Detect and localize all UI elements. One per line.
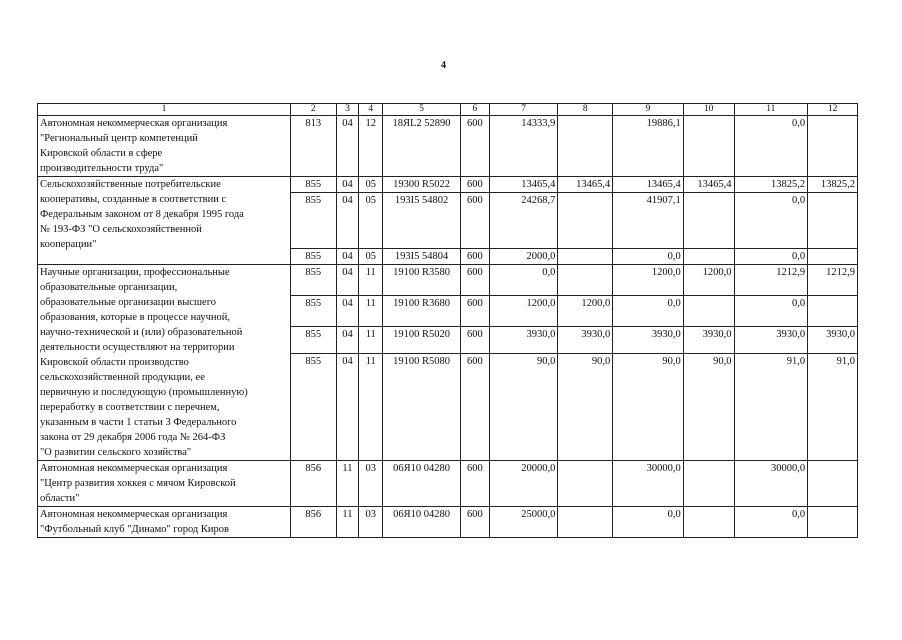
cell-col-3: 04 <box>336 249 359 265</box>
cell-col-12 <box>808 507 858 538</box>
cell-col-7: 24268,7 <box>489 193 557 249</box>
cell-col-5: 193I5 54804 <box>383 249 461 265</box>
cell-col-6: 600 <box>460 177 489 193</box>
column-header: 10 <box>683 104 734 116</box>
cell-col-3: 11 <box>336 461 359 507</box>
cell-col-11: 0,0 <box>734 296 808 327</box>
cell-col-10 <box>683 116 734 177</box>
cell-col-8: 3930,0 <box>558 327 613 354</box>
recipient-name-cell <box>38 507 291 538</box>
cell-col-12 <box>808 116 858 177</box>
table-row <box>38 461 858 507</box>
cell-col-11: 1212,9 <box>734 265 808 296</box>
cell-col-8 <box>558 507 613 538</box>
cell-col-12: 13825,2 <box>808 177 858 193</box>
cell-col-3: 04 <box>336 296 359 327</box>
cell-col-2: 855 <box>290 177 336 193</box>
cell-col-5: 19300 R5022 <box>383 177 461 193</box>
cell-col-12 <box>808 249 858 265</box>
cell-col-8: 1200,0 <box>558 296 613 327</box>
cell-col-7: 1200,0 <box>489 296 557 327</box>
cell-col-9: 90,0 <box>613 354 683 461</box>
recipient-name-line: Автономная некоммерческая организация <box>40 118 228 129</box>
recipient-name-line: Автономная некоммерческая организация <box>40 509 228 520</box>
cell-col-7: 2000,0 <box>489 249 557 265</box>
cell-col-9: 41907,1 <box>613 193 683 249</box>
recipient-name-cell <box>38 116 291 177</box>
cell-col-8: 13465,4 <box>558 177 613 193</box>
cell-col-3: 11 <box>336 507 359 538</box>
recipient-name-line: сельскохозяйственной продукции, ее <box>40 372 205 383</box>
column-header: 2 <box>290 104 336 116</box>
cell-col-8 <box>558 461 613 507</box>
cell-col-10: 13465,4 <box>683 177 734 193</box>
column-header: 7 <box>489 104 557 116</box>
recipient-name-line: Автономная некоммерческая организация <box>40 463 228 474</box>
recipient-name-line: первичную и последующую (промышленную) <box>40 387 248 398</box>
cell-col-4: 03 <box>359 507 383 538</box>
cell-col-9: 30000,0 <box>613 461 683 507</box>
cell-col-11: 30000,0 <box>734 461 808 507</box>
recipient-name-line: образования, которые в процессе научной, <box>40 312 230 323</box>
table-row <box>38 265 858 296</box>
page-number: 4 <box>441 60 446 71</box>
recipient-name-line: переработку в соответствии с перечнем, <box>40 402 220 413</box>
cell-col-11: 13825,2 <box>734 177 808 193</box>
recipient-name-line: Научные организации, профессиональные <box>40 267 230 278</box>
cell-col-7: 90,0 <box>489 354 557 461</box>
recipient-name-line: образовательные организации, <box>40 282 178 293</box>
cell-col-6: 600 <box>460 327 489 354</box>
cell-col-8: 90,0 <box>558 354 613 461</box>
cell-col-5: 18ЯL2 52890 <box>383 116 461 177</box>
recipient-name-line: "Региональный центр компетенций <box>40 133 198 144</box>
cell-col-3: 04 <box>336 177 359 193</box>
cell-col-10 <box>683 461 734 507</box>
recipient-name-line: закона от 29 декабря 2006 года № 264-ФЗ <box>40 432 226 443</box>
budget-table <box>37 103 858 538</box>
cell-col-2: 855 <box>290 296 336 327</box>
table-row <box>38 177 858 193</box>
cell-col-4: 11 <box>359 265 383 296</box>
cell-col-11: 0,0 <box>734 193 808 249</box>
cell-col-10 <box>683 193 734 249</box>
recipient-name-line: кооперации" <box>40 239 97 250</box>
cell-col-5: 19100 R5020 <box>383 327 461 354</box>
cell-col-3: 04 <box>336 354 359 461</box>
cell-col-2: 855 <box>290 354 336 461</box>
cell-col-8 <box>558 249 613 265</box>
recipient-name-line: Кировской области в сфере <box>40 148 163 159</box>
cell-col-4: 03 <box>359 461 383 507</box>
cell-col-10: 3930,0 <box>683 327 734 354</box>
cell-col-8 <box>558 116 613 177</box>
cell-col-5: 193I5 54802 <box>383 193 461 249</box>
column-header: 12 <box>808 104 858 116</box>
cell-col-11: 0,0 <box>734 507 808 538</box>
table-row <box>38 507 858 538</box>
recipient-name-cell <box>38 265 291 461</box>
cell-col-12 <box>808 461 858 507</box>
cell-col-2: 855 <box>290 327 336 354</box>
recipient-name-line: производительности труда" <box>40 163 164 174</box>
cell-col-6: 600 <box>460 193 489 249</box>
column-header: 5 <box>383 104 461 116</box>
cell-col-9: 0,0 <box>613 507 683 538</box>
cell-col-7: 0,0 <box>489 265 557 296</box>
cell-col-11: 0,0 <box>734 249 808 265</box>
cell-col-6: 600 <box>460 265 489 296</box>
cell-col-9: 13465,4 <box>613 177 683 193</box>
recipient-name-line: указанным в части 1 статьи 3 Федерального <box>40 417 237 428</box>
cell-col-10: 90,0 <box>683 354 734 461</box>
recipient-name-line: научно-технической и (или) образовательной <box>40 327 243 338</box>
recipient-name-line: кооперативы, созданные в соответствии с <box>40 194 227 205</box>
cell-col-11: 3930,0 <box>734 327 808 354</box>
cell-col-8 <box>558 193 613 249</box>
cell-col-2: 856 <box>290 507 336 538</box>
recipient-name-line: Федеральным законом от 8 декабря 1995 года <box>40 209 244 220</box>
cell-col-3: 04 <box>336 193 359 249</box>
cell-col-12 <box>808 193 858 249</box>
column-header: 8 <box>558 104 613 116</box>
cell-col-12: 3930,0 <box>808 327 858 354</box>
cell-col-6: 600 <box>460 507 489 538</box>
recipient-name-line: "Центр развития хоккея с мячом Кировской <box>40 478 236 489</box>
cell-col-7: 25000,0 <box>489 507 557 538</box>
cell-col-9: 1200,0 <box>613 265 683 296</box>
table-row <box>38 116 858 177</box>
recipient-name-line: деятельности осуществляют на территории <box>40 342 235 353</box>
cell-col-9: 19886,1 <box>613 116 683 177</box>
cell-col-6: 600 <box>460 249 489 265</box>
column-header: 4 <box>359 104 383 116</box>
cell-col-5: 06Я10 04280 <box>383 507 461 538</box>
cell-col-6: 600 <box>460 116 489 177</box>
cell-col-7: 20000,0 <box>489 461 557 507</box>
column-header: 9 <box>613 104 683 116</box>
recipient-name-line: "О развитии сельского хозяйства" <box>40 447 192 458</box>
cell-col-10 <box>683 249 734 265</box>
cell-col-4: 05 <box>359 249 383 265</box>
recipient-name-line: № 193-ФЗ "О сельскохозяйственной <box>40 224 202 235</box>
cell-col-12 <box>808 296 858 327</box>
cell-col-7: 3930,0 <box>489 327 557 354</box>
cell-col-2: 813 <box>290 116 336 177</box>
cell-col-3: 04 <box>336 265 359 296</box>
column-header: 11 <box>734 104 808 116</box>
cell-col-10 <box>683 507 734 538</box>
cell-col-6: 600 <box>460 461 489 507</box>
cell-col-3: 04 <box>336 327 359 354</box>
cell-col-9: 0,0 <box>613 296 683 327</box>
cell-col-6: 600 <box>460 296 489 327</box>
cell-col-9: 0,0 <box>613 249 683 265</box>
cell-col-11: 0,0 <box>734 116 808 177</box>
column-header: 3 <box>336 104 359 116</box>
recipient-name-line: области" <box>40 493 80 504</box>
cell-col-11: 91,0 <box>734 354 808 461</box>
cell-col-12: 1212,9 <box>808 265 858 296</box>
cell-col-4: 05 <box>359 193 383 249</box>
cell-col-5: 19100 R5080 <box>383 354 461 461</box>
cell-col-4: 05 <box>359 177 383 193</box>
cell-col-2: 856 <box>290 461 336 507</box>
cell-col-10 <box>683 296 734 327</box>
cell-col-4: 12 <box>359 116 383 177</box>
recipient-name-line: образовательные организации высшего <box>40 297 216 308</box>
recipient-name-line: "Футбольный клуб "Динамо" город Киров <box>40 524 229 535</box>
column-header: 1 <box>38 104 291 116</box>
cell-col-7: 14333,9 <box>489 116 557 177</box>
cell-col-8 <box>558 265 613 296</box>
cell-col-7: 13465,4 <box>489 177 557 193</box>
column-header: 6 <box>460 104 489 116</box>
table-header-row <box>38 104 858 116</box>
cell-col-3: 04 <box>336 116 359 177</box>
cell-col-5: 06Я10 04280 <box>383 461 461 507</box>
cell-col-5: 19100 R3680 <box>383 296 461 327</box>
cell-col-9: 3930,0 <box>613 327 683 354</box>
cell-col-2: 855 <box>290 249 336 265</box>
cell-col-2: 855 <box>290 193 336 249</box>
recipient-name-cell <box>38 177 291 265</box>
cell-col-4: 11 <box>359 327 383 354</box>
cell-col-12: 91,0 <box>808 354 858 461</box>
recipient-name-line: Кировской области производство <box>40 357 189 368</box>
cell-col-2: 855 <box>290 265 336 296</box>
cell-col-4: 11 <box>359 296 383 327</box>
recipient-name-cell <box>38 461 291 507</box>
cell-col-6: 600 <box>460 354 489 461</box>
cell-col-4: 11 <box>359 354 383 461</box>
recipient-name-line: Сельскохозяйственные потребительские <box>40 179 221 190</box>
cell-col-10: 1200,0 <box>683 265 734 296</box>
cell-col-5: 19100 R3580 <box>383 265 461 296</box>
